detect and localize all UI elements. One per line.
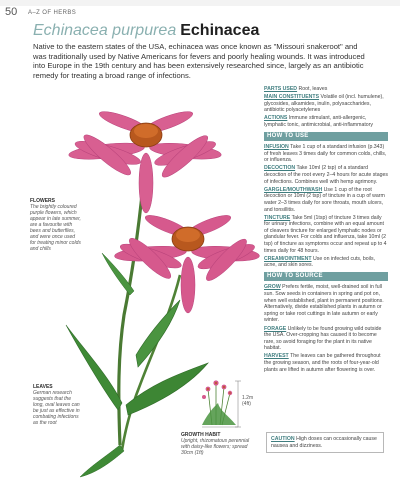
cream-text: Use on infected cuts, boils, acne, and skin sores. (264, 255, 376, 269)
herb-facts-sidebar (264, 86, 388, 375)
parts-used-label: PARTS USED (264, 86, 298, 92)
page-title (33, 22, 259, 40)
flowers-caption-title: FLOWERS (30, 198, 55, 204)
tincture-label: TINCTURE (264, 214, 291, 221)
flowers-caption (30, 198, 82, 252)
page-number: 50 (5, 6, 18, 18)
infusion-label: INFUSION (264, 144, 289, 151)
main-constituents (264, 94, 388, 114)
common-name: Echinacea (180, 22, 260, 39)
harvest (264, 353, 388, 373)
flower-upper (68, 108, 222, 213)
section-name: A–Z OF HERBS (28, 10, 77, 16)
constituents-text: Volatile oil (incl. humulene), glycosides, alkamides, inulin, polysaccharides, antibiotic polyacetylenes (264, 94, 384, 114)
how-to-use-heading: HOW TO USE (264, 132, 388, 142)
actions-label: ACTIONS (264, 115, 288, 122)
grow (264, 284, 388, 324)
growth-habit-caption-body: Upright, rhizomatous perennial with daisy-like flowers; spread 30cm (1ft) (181, 438, 250, 456)
cream-label: CREAM/OINTMENT (264, 255, 312, 262)
gargle-label: GARGLE/MOUTHWASH (264, 186, 323, 193)
leaves-caption-title: LEAVES (33, 384, 53, 390)
forage-text: Unlikely to be found growing wild outside the USA. Over-cropping has caused it to become rare, so avoid foraging for the plant in its native habitat. (264, 325, 382, 352)
leaf-base (80, 445, 124, 477)
leaves-caption (33, 384, 81, 426)
leaf-mid-right (136, 300, 180, 367)
caution-box (266, 432, 384, 453)
height-label (242, 395, 253, 407)
harvest-text: The leaves can be gathered throughout the growing season, and the roots of four-year-old plants are lifted in autumn after flowering is over. (264, 353, 381, 373)
parts-used (264, 86, 388, 93)
growth-habit-mini-plant (202, 380, 238, 427)
cream-ointment (264, 256, 388, 269)
harvest-label: HARVEST (264, 353, 289, 360)
infusion-text: Take 1 cup of a standard infusion (p.343) of fresh leaves 3 times daily for common colds, chills, or influenza. (264, 144, 387, 164)
parts-used-text: Root, leaves (298, 86, 328, 92)
stem-lower (122, 275, 180, 450)
actions (264, 115, 388, 128)
constituents-label: MAIN CONSTITUENTS (264, 94, 320, 101)
height-unit: (4ft) (242, 401, 251, 407)
intro-paragraph: Native to the eastern states of the USA, echinacea was once known as "Missouri snakeroot" and was traditionally used by Native Americans for fevers and poorly healing wounds. It was introduced into Europe in the 19th century and has been extensively researched since, largely as an antibiotic remedy for treating a broad range of infections. (33, 42, 365, 80)
infusion (264, 144, 388, 164)
leaves-caption-body: German research suggests that the long, oval leaves can be just as effective in combating infections as the root (33, 390, 80, 426)
grow-text: Prefers fertile, moist, well-drained soil in full sun. Sow seeds in containers in spring and pot on, when well established, plant in permanent positions. Alternatively, divide established plants in autumn or spring or take root cuttings in late autumn or early winter. (264, 284, 384, 324)
tincture (264, 215, 388, 255)
caution-label: CAUTION (271, 436, 295, 442)
actions-text: Immune stimulant, anti-allergenic, lymphatic tonic, antimicrobial, anti-inflammatory (264, 115, 373, 128)
latin-name: Echinacea purpurea (33, 22, 177, 39)
grow-label: GROW (264, 284, 281, 291)
caution-text: High doses can occasionally cause nausea and dizziness. (271, 436, 377, 449)
tincture-text: Take 5ml (1tsp) of tincture 3 times daily for urinary infections, combine with an equal amount of cleavers tincture for enlarged lymphatic nodes or glandular fever. For colds and influenza, take 10ml (2 tsp) of tincture as symptoms occur and repeat up to 4 times daily for 48 hours. (264, 214, 387, 254)
height-value: 1.2m (242, 395, 254, 401)
flowers-caption-body: The brightly coloured purple flowers, which appear in late summer, are a favourite with bees and butterflies, and were once used for treating minor colds and chills (30, 204, 81, 252)
forage (264, 326, 388, 352)
decoction-text: Take 10ml (2 tsp) of a standard decoction of the root every 2–4 hours for acute stages of infections. Combines well with hemp agrimony. (264, 165, 388, 185)
decoction-label: DECOCTION (264, 165, 296, 172)
gargle-mouthwash (264, 187, 388, 213)
growth-habit-caption-title: GROWTH HABIT (181, 432, 221, 438)
decoction (264, 165, 388, 185)
growth-habit-caption (181, 432, 251, 456)
gargle-text: Use 1 cup of the root decoction or 10ml (2 tsp) of tincture in a cup of warm water 2–3 times daily for sore throats, mouth ulcers, and tonsillitis. (264, 186, 385, 213)
page-top-tab (0, 0, 400, 6)
flower-lower (114, 211, 260, 313)
how-to-source-heading: HOW TO SOURCE (264, 272, 388, 282)
forage-label: FORAGE (264, 325, 287, 332)
